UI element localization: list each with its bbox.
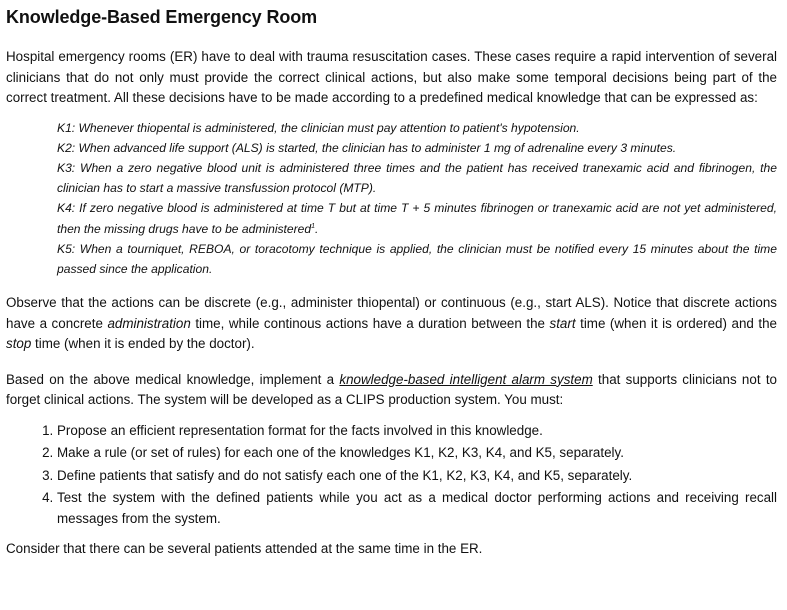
based-paragraph [6, 370, 777, 411]
footnote-marker: 1 [311, 222, 316, 230]
knowledge-item-k3: K3: When a zero negative blood unit is administered three times and the patient has received tranexamic acid and fibrinogen, the clinician has to start a massive transfussion protocol (MTP). [57, 160, 777, 196]
knowledge-item-k2: K2: When advanced life support (ALS) is started, the clinician has to administer 1 mg of adrenaline every 3 minutes. [57, 140, 677, 155]
underlined-system-name: knowledge-based intelligent alarm system [339, 371, 593, 387]
knowledge-item-k5: K5: When a tourniquet, REBOA, or toracotomy technique is applied, the clinician must be notified every 15 minutes about the time passed since the application. [57, 241, 777, 276]
observe-paragraph [6, 293, 777, 355]
task-item-1: 1. Propose an efficient representation format for the facts involved in this knowledge. [57, 421, 777, 442]
knowledge-item-k4-text: K4: If zero negative blood is administered at time T but at time T + 5 minutes fibrinogen or tranexamic acid are not yet administered, then the missing drugs have to be administered [57, 201, 777, 236]
observe-em-start: start [549, 315, 576, 331]
observe-text-3: time (when it is ordered) and the [575, 315, 777, 331]
task-item-4: 4. Test the system with the defined patients while you act as a medical doctor performing actions and receiving recall messages from the system. [57, 488, 777, 529]
based-text-1: Based on the above medical knowledge, implement a [6, 371, 340, 387]
knowledge-item-k4-end: . [315, 221, 319, 236]
intro-paragraph: Hospital emergency rooms (ER) have to deal with trauma resuscitation cases. These cases require a rapid intervention of several clinicians that do not only must provide the correct clinical actions, but also make some temporal decisions being part of the correct treatment. All these decisions have to be made according to a predefined medical knowledge that can be expressed as: [6, 49, 777, 105]
task-item-2: 2. Make a rule (or set of rules) for each one of the knowledges K1, K2, K3, K4, and K5, separately. [57, 443, 777, 464]
based-text-2: that supports clinicians not to forget clinical actions. The system will be developed as a CLIPS production system. You must: [6, 371, 778, 408]
final-paragraph: Consider that there can be several patients attended at the same time in the ER. [6, 541, 483, 557]
observe-text-4: time (when it is ended by the doctor). [31, 336, 255, 352]
observe-text-2: time, while continous actions have a duration between the [190, 315, 550, 331]
observe-text-1: Observe that the actions can be discrete (e.g., administer thiopental) or continuous (e.g., start ALS). Notice that discrete actions have a concrete [6, 295, 777, 331]
observe-em-stop: stop [6, 336, 32, 352]
page-title: Knowledge-Based Emergency Room [6, 7, 318, 27]
task-list [6, 421, 777, 530]
task-item-3: 3. Define patients that satisfy and do not satisfy each one of the K1, K2, K3, K4, and K5, separately. [57, 466, 777, 487]
knowledge-item-k4 [57, 198, 777, 238]
knowledge-list [57, 118, 777, 280]
observe-em-administration: administration [107, 315, 191, 331]
knowledge-item-k1: K1: Whenever thiopental is administered, the clinician must pay attention to patient's hypotension. [57, 120, 580, 135]
